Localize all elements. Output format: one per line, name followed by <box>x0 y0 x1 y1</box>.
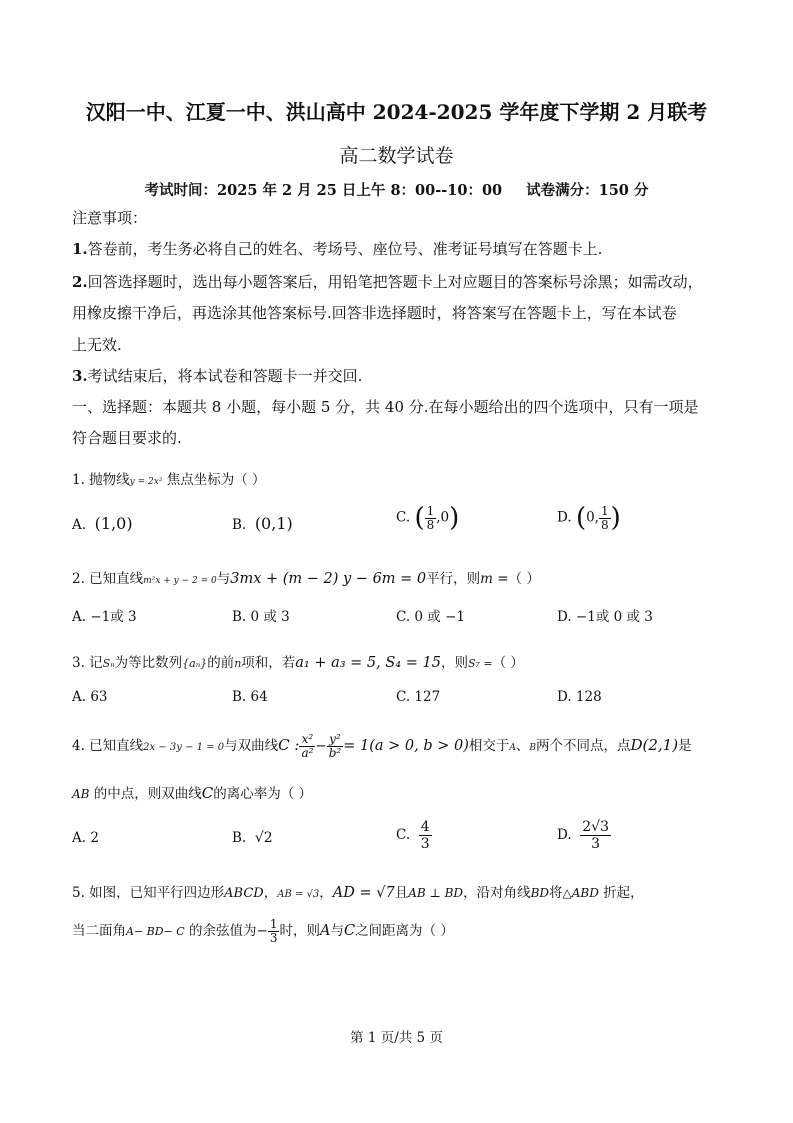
notice-item-3-text: 考试结束后，将本试卷和答题卡一并交回. <box>87 367 363 385</box>
option-b-label: B. <box>232 830 247 846</box>
question-5-numerator: 1 <box>269 917 278 931</box>
question-1-option-c: C. ( $\frac{1}{8}$ ,0) <box>396 503 460 533</box>
option-c-denominator: 3 <box>420 836 430 852</box>
option-c-fraction <box>425 505 437 532</box>
question-3-text-1: 为等比数列 <box>114 655 183 671</box>
question-1-option-a <box>72 514 133 533</box>
question-4-y2: y² <box>327 733 344 747</box>
question-5-minus: − <box>256 923 268 939</box>
question-5-line-2-text-5: 之间距离为（ ） <box>355 923 454 939</box>
question-3-s7: S₇ = <box>467 657 493 670</box>
notice-item-2-number: 2. <box>72 273 88 291</box>
notice-item-2-line-1 <box>72 271 703 292</box>
question-4-curve-name: C : <box>278 736 300 754</box>
question-1-option-b <box>232 514 293 533</box>
question-5-parallelogram: ABCD <box>224 886 264 901</box>
exam-time: 考试时间：2025 年 2 月 25 日上午 8：00--10：00 <box>144 182 503 199</box>
option-d-label: D. <box>557 827 572 843</box>
question-3-option-b: B. 64 <box>232 689 268 705</box>
question-4-option-d <box>557 819 611 852</box>
question-2-option-c: C. 0 或 −1 <box>396 609 466 625</box>
question-2-equation-2: 3mx + (m − 2) y − 6m = 0 <box>230 571 427 587</box>
question-4-point-d: D(2,1) <box>630 736 679 754</box>
question-2-tail: （ ） <box>508 571 540 587</box>
notice-heading: 注意事项： <box>72 209 148 227</box>
question-4-point-a: A <box>509 743 516 753</box>
question-2-stem <box>72 567 540 587</box>
question-3-option-d: D. 128 <box>557 689 602 705</box>
question-3-text-4: ，则 <box>440 655 468 671</box>
option-d-fraction <box>599 505 611 532</box>
notice-item-2-line-2: 用橡皮擦干净后，再选涂其他答案标号.回答非选择题时，将答案写在答题卡上，写在本试卷 <box>72 304 677 322</box>
question-4-line-2-text-1: 的中点，则双曲线 <box>89 786 202 802</box>
question-5-ab: AB = √3 <box>277 889 320 900</box>
option-d-denominator: 3 <box>591 836 601 852</box>
question-3-option-c: C. 127 <box>396 689 441 705</box>
question-5-ad: AD = √7 <box>332 885 395 901</box>
question-4-option-b <box>232 830 273 846</box>
exam-subtitle: 高二数学试卷 <box>339 145 454 167</box>
question-4-segment-ab: AB <box>72 787 90 801</box>
question-5-stem-line-1 <box>72 881 644 901</box>
question-5-line-2-text-2: 的余弦值为 <box>184 923 257 939</box>
option-a-label: A. <box>72 517 87 533</box>
question-4-prefix: 4. 已知直线 <box>72 738 144 754</box>
question-5-perpendicular: AB ⊥ BD <box>408 886 464 900</box>
section-1-heading-line-1: 一、选择题：本题共 8 小题，每小题 5 分，共 40 分.在每小题给出的四个选项中，只有一项是 <box>72 398 699 416</box>
page-number: 第 1 页/共 5 页 <box>350 1030 443 1046</box>
question-4-text-3: 、 <box>515 738 530 754</box>
question-5-dihedral-angle: A− BD− C <box>126 925 185 938</box>
question-4-condition: = 1(a > 0, b > 0) <box>343 738 469 754</box>
option-c-denominator: 8 <box>426 517 435 532</box>
question-4-x-fraction <box>299 733 315 760</box>
question-2-mid: 与 <box>216 571 231 587</box>
question-4-line-2-curve: C <box>201 784 214 802</box>
option-d-fraction <box>580 819 611 852</box>
question-1-option-d: D. (0, $\frac{1}{8}$ ) <box>557 503 621 533</box>
question-4-point-b: B <box>529 743 536 753</box>
question-4-x2: x² <box>299 733 315 747</box>
question-1-suffix: 焦点坐标为（ ） <box>162 472 266 488</box>
option-d-numerator: 1 <box>600 503 609 518</box>
question-2-option-d: D. −1或 0 或 3 <box>557 609 653 625</box>
question-3-tail: （ ） <box>492 655 524 671</box>
question-3-n: n <box>234 657 242 670</box>
question-4-stem-line-1: 4. 已知直线2x − 3y − 1 = 0与双曲线C : $\frac{\text{x²}}{\text{a²}}$ − $\frac{\text{y²}}{\text{b²}}$ = 1(a > 0, b > 0)相交于A、B两个不同点，点D(2,1)是 <box>72 732 692 760</box>
option-c-numerator: 1 <box>426 503 435 518</box>
question-1-stem <box>72 468 266 488</box>
question-3-text-2: 的前 <box>207 655 235 671</box>
notice-item-1-text: 答卷前，考生务必将自己的姓名、考场号、座位号、准考证号填写在答题卡上. <box>87 240 603 258</box>
question-1-equation: y = 2x² <box>129 477 163 487</box>
exam-score: 试卷满分：150 分 <box>526 182 649 199</box>
question-4-line-2-text-2: 的离心率为（ ） <box>213 786 313 802</box>
question-5-text-5: 将 <box>549 885 563 901</box>
option-c-fraction <box>419 819 432 852</box>
question-5-text-3: 且 <box>394 885 409 901</box>
question-3-sn: Sₙ <box>102 657 115 670</box>
question-3-condition: a₁ + a₃ = 5, S₄ = 15 <box>295 655 441 671</box>
option-c-numerator: 4 <box>420 819 430 835</box>
question-2-prefix: 2. 已知直线 <box>72 571 144 587</box>
question-4-text-4: 两个不同点，点 <box>535 738 631 754</box>
question-4-text-2: 相交于 <box>468 738 510 754</box>
question-4-stem-line-2 <box>72 782 312 802</box>
question-3-text-3: 项和，若 <box>241 655 296 671</box>
notice-item-2-text-1: 回答选择题时，选出每小题答案后，用铅笔把答题卡上对应题目的答案标号涂黑；如需改动， <box>87 273 703 291</box>
option-a-value: (1,0) <box>94 514 133 533</box>
option-b-label: B. <box>232 517 247 533</box>
notice-item-1-number: 1. <box>72 240 88 258</box>
option-d-denominator: 8 <box>600 517 609 532</box>
question-5-line-2-text-4: 与 <box>330 923 344 939</box>
question-4-option-a: A. 2 <box>72 830 99 846</box>
option-c-tail: ,0 <box>436 509 450 526</box>
question-2-post: 平行，则 <box>426 571 481 587</box>
question-5-denominator: 3 <box>269 931 278 945</box>
option-d-numerator: 2√3 <box>582 819 609 835</box>
question-4-line-equation: 2x − 3y − 1 = 0 <box>143 742 225 753</box>
question-5-point-a: A <box>319 923 331 939</box>
notice-item-2-line-3: 上无效. <box>72 336 122 354</box>
notice-item-1 <box>72 238 602 259</box>
question-5-stem-line-2 <box>72 918 454 945</box>
question-5-text-2: ， <box>319 885 333 901</box>
option-d-head: 0, <box>586 509 599 526</box>
question-5-cos-fraction <box>268 918 280 945</box>
question-4-text-1: 与双曲线 <box>224 738 279 754</box>
question-5-text-1: ， <box>263 885 278 901</box>
option-c-label: C. <box>396 509 411 526</box>
question-2-option-b: B. 0 或 3 <box>232 609 290 625</box>
section-1-heading-line-2: 符合题目要求的. <box>72 429 182 447</box>
question-3-stem <box>72 651 524 671</box>
exam-title: 汉阳一中、江夏一中、洪山高中 2024-2025 学年度下学期 2 月联考 <box>85 100 708 124</box>
question-1-prefix: 1. 抛物线 <box>72 472 130 488</box>
question-4-text-5: 是 <box>678 738 692 754</box>
question-5-bd: BD <box>530 886 550 900</box>
question-4-option-c <box>396 819 432 852</box>
question-4-b2: b² <box>328 746 342 760</box>
question-2-equation-1: m²x + y − 2 = 0 <box>143 576 217 586</box>
option-d-label: D. <box>557 509 572 526</box>
question-5-line-2-text-1: 当二面角 <box>72 923 126 939</box>
question-3-an: {aₙ} <box>182 657 208 670</box>
question-2-option-a: A. −1或 3 <box>72 609 137 625</box>
notice-item-3-number: 3. <box>72 367 88 385</box>
question-5-point-c: C <box>343 923 356 939</box>
question-3-option-a: A. 63 <box>72 689 108 705</box>
option-c-label: C. <box>396 827 411 843</box>
question-5-text-4: ，沿对角线 <box>463 885 531 901</box>
question-5-line-2-text-3: 时，则 <box>279 923 320 939</box>
option-b-value: (0,1) <box>254 514 293 533</box>
question-5-triangle: △ABD <box>562 886 599 900</box>
question-4-a2: a² <box>301 746 314 760</box>
notice-item-3 <box>72 365 362 386</box>
option-b-value: √2 <box>254 830 273 846</box>
question-5-text-6: 折起， <box>598 885 644 901</box>
question-4-y-fraction <box>327 733 344 760</box>
question-2-variable: m = <box>480 571 509 587</box>
exam-info <box>0 179 793 200</box>
question-3-prefix: 3. 记 <box>72 655 103 671</box>
question-5-prefix: 5. 如图，已知平行四边形 <box>72 885 225 901</box>
